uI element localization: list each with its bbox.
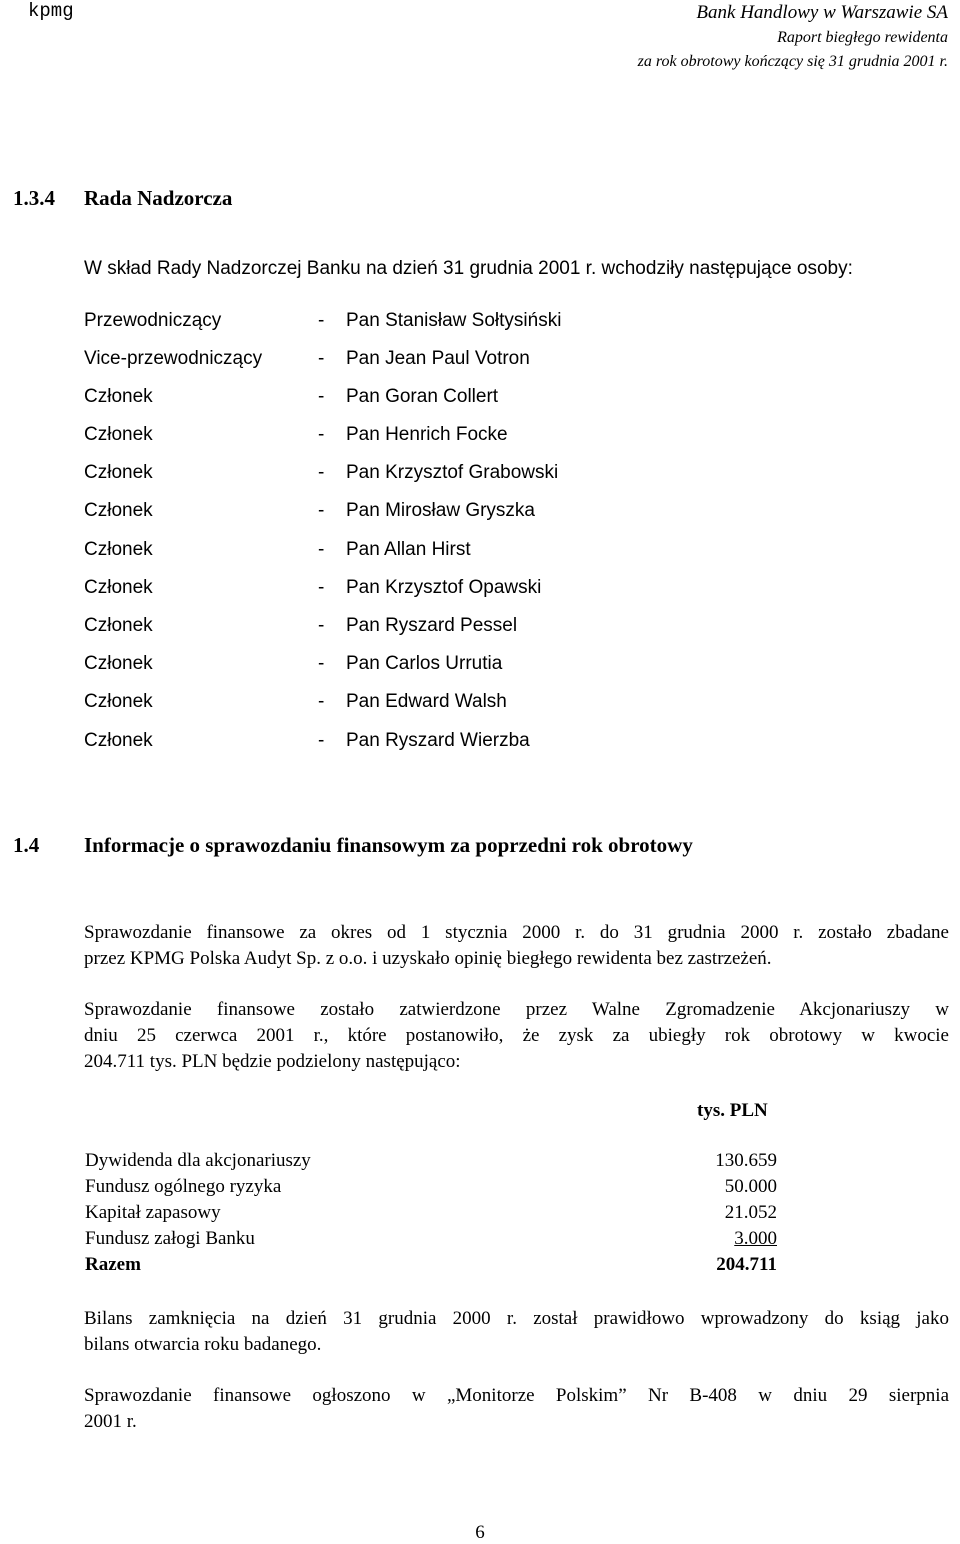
member-role: Członek: [84, 539, 153, 560]
member-name: Pan Henrich Focke: [346, 424, 508, 445]
table-row: [0, 1150, 960, 1176]
member-role: Członek: [84, 386, 153, 407]
member-dash: -: [318, 615, 325, 636]
member-dash: -: [318, 462, 325, 483]
member-role: Członek: [84, 730, 153, 751]
member-name: Pan Jean Paul Votron: [346, 348, 530, 369]
running-header: [638, 0, 948, 74]
unit-header: tys. PLN: [697, 1100, 768, 1121]
paragraph-line: Sprawozdanie finansowe zostało zatwierdzone przez Walne Zgromadzenie Akcjonariuszy w: [84, 999, 949, 1020]
total-label: Razem: [85, 1254, 141, 1275]
board-member-row: [0, 424, 960, 454]
member-name: Pan Stanisław Sołtysiński: [346, 310, 562, 331]
allocation-value: 21.052: [724, 1202, 777, 1223]
member-dash: -: [318, 348, 325, 369]
member-name: Pan Goran Collert: [346, 386, 499, 407]
page-number: 6: [475, 1522, 485, 1543]
paragraph-line: Sprawozdanie finansowe za okres od 1 stycznia 2000 r. do 31 grudnia 2000 r. zostało zbadane: [84, 922, 949, 943]
member-dash: -: [318, 577, 325, 598]
member-role: Członek: [84, 691, 153, 712]
board-member-row: [0, 577, 960, 607]
allocation-label: Fundusz załogi Banku: [85, 1228, 255, 1249]
member-dash: -: [318, 310, 325, 331]
board-member-row: [0, 539, 960, 569]
member-dash: -: [318, 691, 325, 712]
paragraph-line: 2001 r.: [84, 1411, 137, 1432]
paragraph-publication: [84, 1383, 949, 1435]
paragraph-line: przez KPMG Polska Audyt Sp. z o.o. i uzyskało opinię biegłego rewidenta bez zastrzeżeń.: [84, 948, 772, 969]
member-role: Przewodniczący: [84, 310, 222, 331]
board-member-row: [0, 691, 960, 721]
allocation-value: 3.000: [734, 1228, 777, 1249]
paragraph-line: Bilans zamknięcia na dzień 31 grudnia 2000 r. został prawidłowo wprowadzony do ksiąg jako: [84, 1308, 949, 1329]
paragraph-line: bilans otwarcia roku badanego.: [84, 1334, 322, 1355]
board-member-row: [0, 462, 960, 492]
member-role: Członek: [84, 577, 153, 598]
member-dash: -: [318, 500, 325, 521]
header-period: za rok obrotowy kończący się 31 grudnia 2001 r.: [637, 53, 948, 70]
section-title: Rada Nadzorcza: [84, 186, 233, 210]
board-member-row: [0, 615, 960, 645]
member-name: Pan Mirosław Gryszka: [346, 500, 535, 521]
paragraph-balance: [84, 1306, 949, 1358]
paragraph-line: Sprawozdanie finansowe ogłoszono w „Monitorze Polskim” Nr B-408 w dniu 29 sierpnia: [84, 1385, 949, 1406]
section-number: 1.4: [13, 833, 40, 857]
member-dash: -: [318, 424, 325, 445]
table-row: [0, 1176, 960, 1202]
member-name: Pan Krzysztof Opawski: [346, 577, 542, 598]
board-member-row: [0, 730, 960, 760]
board-intro: W skład Rady Nadzorczej Banku na dzień 31 grudnia 2001 r. wchodziły następujące osoby:: [84, 258, 853, 279]
paragraph-audit: [84, 920, 949, 972]
member-name: Pan Krzysztof Grabowski: [346, 462, 559, 483]
paragraph-line: dniu 25 czerwca 2001 r., które postanowiło, że zysk za ubiegły rok obrotowy w kwocie: [84, 1025, 949, 1046]
member-dash: -: [318, 730, 325, 751]
board-member-row: [0, 653, 960, 683]
header-report-title: Raport biegłego rewidenta: [777, 29, 948, 46]
section-number: 1.3.4: [13, 186, 55, 210]
member-name: Pan Ryszard Pessel: [346, 615, 518, 636]
paragraph-line: 204.711 tys. PLN będzie podzielony następująco:: [84, 1051, 461, 1072]
member-role: Członek: [84, 653, 153, 674]
member-dash: -: [318, 653, 325, 674]
kpmg-logo: kpmg: [28, 0, 74, 22]
allocation-label: Dywidenda dla akcjonariuszy: [85, 1150, 311, 1171]
section-title: Informacje o sprawozdaniu finansowym za poprzedni rok obrotowy: [84, 833, 693, 857]
board-member-row: [0, 310, 960, 340]
member-role: Członek: [84, 424, 153, 445]
member-role: Członek: [84, 462, 153, 483]
paragraph-approval: [84, 997, 949, 1075]
allocation-label: Fundusz ogólnego ryzyka: [85, 1176, 282, 1197]
board-member-row: [0, 500, 960, 530]
total-row: [0, 1254, 960, 1280]
member-role: Członek: [84, 615, 153, 636]
member-name: Pan Carlos Urrutia: [346, 653, 503, 674]
member-role: Vice-przewodniczący: [84, 348, 263, 369]
member-name: Pan Allan Hirst: [346, 539, 471, 560]
header-company: Bank Handlowy w Warszawie SA: [696, 2, 948, 23]
allocation-label: Kapitał zapasowy: [85, 1202, 221, 1223]
total-value: 204.711: [716, 1254, 777, 1275]
member-name: Pan Edward Walsh: [346, 691, 507, 712]
member-dash: -: [318, 539, 325, 560]
allocation-value: 50.000: [724, 1176, 777, 1197]
member-role: Członek: [84, 500, 153, 521]
member-dash: -: [318, 386, 325, 407]
member-name: Pan Ryszard Wierzba: [346, 730, 530, 751]
table-row: [0, 1228, 960, 1254]
board-member-row: [0, 386, 960, 416]
allocation-value: 130.659: [715, 1150, 777, 1171]
table-row: [0, 1202, 960, 1228]
board-member-row: [0, 348, 960, 378]
